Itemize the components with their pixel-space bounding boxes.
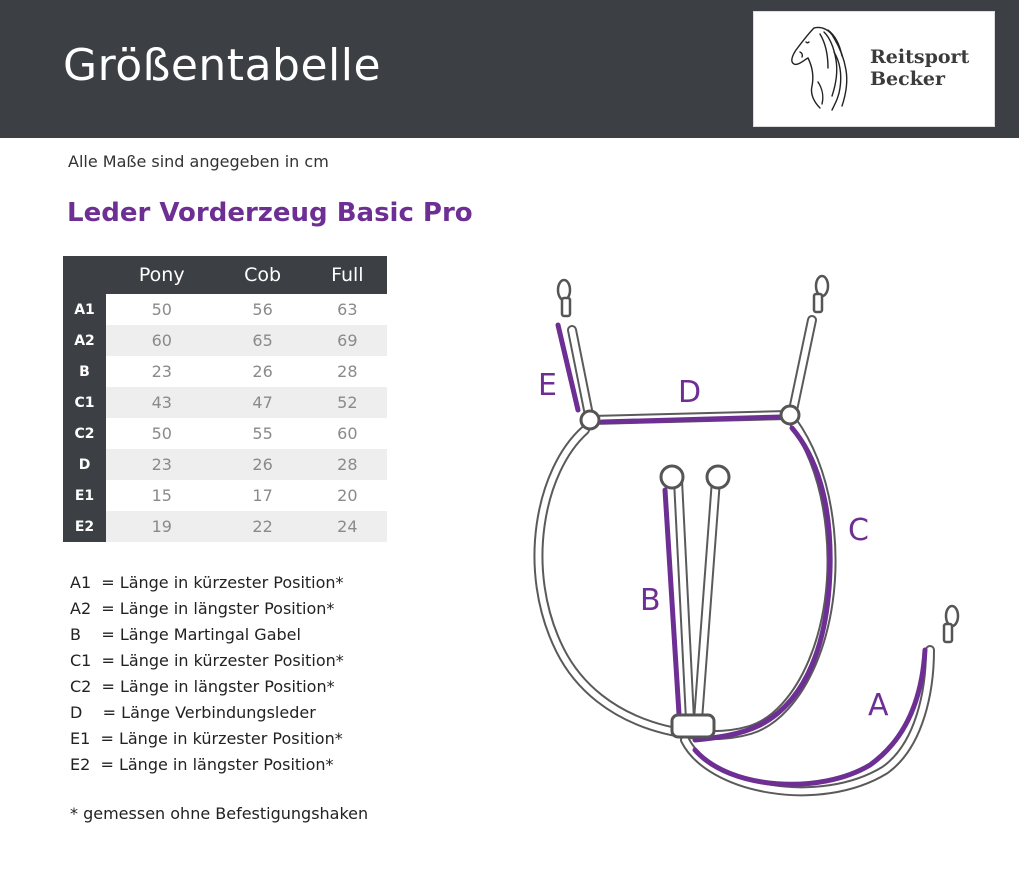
table-cell: 15 <box>151 486 172 505</box>
column-header: Pony <box>106 256 218 294</box>
legend-item: C1 = Länge in kürzester Position* <box>70 651 344 670</box>
breastplate-diagram <box>520 270 990 830</box>
table-corner-cell <box>63 256 106 294</box>
table-cell: 26 <box>218 449 308 480</box>
table-cell: 52 <box>308 387 387 418</box>
row-header: C2 <box>63 418 106 449</box>
table-row <box>63 511 387 542</box>
size-table <box>63 256 387 542</box>
table-row <box>63 387 387 418</box>
legend-item: E1 = Länge in kürzester Position* <box>70 729 343 748</box>
table-cell: 60 <box>106 325 218 356</box>
row-header: E1 <box>63 480 106 511</box>
center-buckle-icon <box>672 715 714 737</box>
row-header: A1 <box>63 294 106 325</box>
ring-left-icon <box>581 411 599 429</box>
brand-name-line2: Becker <box>870 68 945 90</box>
diagram-label-a: A <box>868 688 889 723</box>
table-cell: 17 <box>252 486 273 505</box>
table-row <box>63 418 387 449</box>
row-header: E2 <box>63 511 106 542</box>
table-cell: 19 <box>106 511 218 542</box>
table-cell: 26 <box>252 362 273 381</box>
table-row <box>63 449 387 480</box>
table-cell: 22 <box>218 511 308 542</box>
snap-hook-left-icon <box>558 280 570 316</box>
row-header: D <box>63 449 106 480</box>
legend-item: D = Länge Verbindungsleder <box>70 703 316 722</box>
table-cell: 28 <box>337 362 358 381</box>
snap-hook-bottom-icon <box>944 606 958 642</box>
product-title: Leder Vorderzeug Basic Pro <box>67 198 473 228</box>
footnote: * gemessen ohne Befestigungshaken <box>70 804 369 823</box>
table-cell: 55 <box>252 424 273 443</box>
column-header: Full <box>308 256 387 294</box>
brand-name <box>870 46 969 90</box>
header-bar <box>0 0 1019 138</box>
row-header: B <box>63 356 106 387</box>
table-cell: 56 <box>252 300 273 319</box>
row-header: C1 <box>63 387 106 418</box>
legend-item: C2 = Länge in längster Position* <box>70 677 335 696</box>
measurement-legend <box>70 570 344 778</box>
horse-head-icon <box>784 22 864 117</box>
martingale-ring-left-icon <box>661 466 683 488</box>
row-header: A2 <box>63 325 106 356</box>
table-cell: 28 <box>308 449 387 480</box>
table-cell: 65 <box>218 325 308 356</box>
brand-name-line1: Reitsport <box>870 46 970 68</box>
table-cell: 50 <box>151 300 172 319</box>
snap-hook-right-icon <box>814 276 828 312</box>
legend-item: E2 = Länge in längster Position* <box>70 755 334 774</box>
table-cell: 50 <box>151 424 172 443</box>
table-cell: 63 <box>337 300 358 319</box>
diagram-label-d: D <box>678 375 702 410</box>
diagram-label-e: E <box>538 368 557 403</box>
table-cell: 69 <box>308 325 387 356</box>
martingale-ring-right-icon <box>707 466 729 488</box>
diagram-label-c: C <box>848 513 869 548</box>
legend-item: B = Länge Martingal Gabel <box>70 625 301 644</box>
units-note: Alle Maße sind angegeben in cm <box>68 152 329 171</box>
column-header: Cob <box>218 256 308 294</box>
table-cell: 23 <box>106 449 218 480</box>
table-cell: 43 <box>106 387 218 418</box>
page-title: Größentabelle <box>63 40 382 91</box>
table-header-row <box>63 256 387 294</box>
table-row <box>63 480 387 511</box>
legend-item: A1 = Länge in kürzester Position* <box>70 573 344 592</box>
legend-item: A2 = Länge in längster Position* <box>70 599 335 618</box>
table-cell: 23 <box>151 362 172 381</box>
table-cell: 24 <box>308 511 387 542</box>
table-row <box>63 294 387 325</box>
table-row <box>63 325 387 356</box>
table-row <box>63 356 387 387</box>
table-cell: 47 <box>218 387 308 418</box>
table-cell: 20 <box>337 486 358 505</box>
ring-right-icon <box>781 406 799 424</box>
brand-logo <box>753 11 995 127</box>
diagram-label-b: B <box>640 583 661 618</box>
table-cell: 60 <box>337 424 358 443</box>
